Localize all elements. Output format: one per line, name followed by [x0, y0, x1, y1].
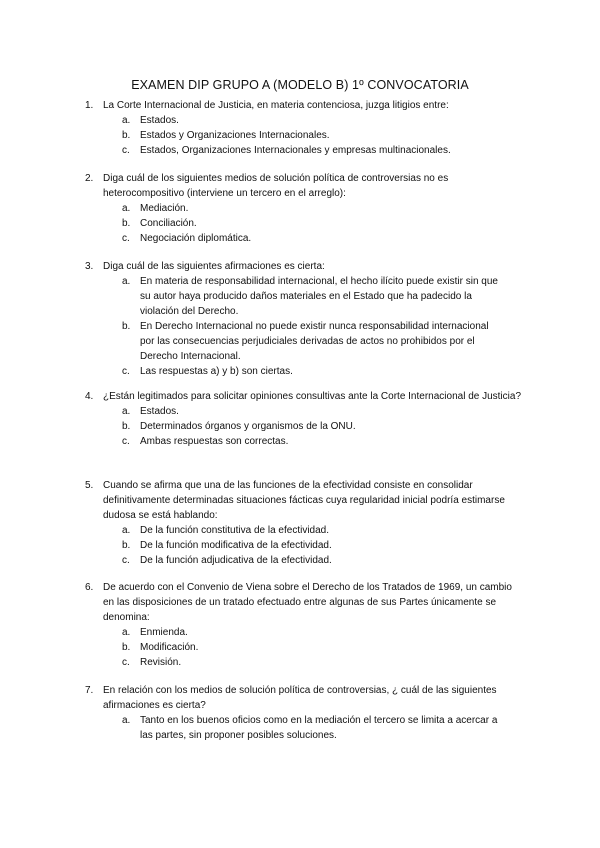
question-number: 1. [85, 100, 94, 111]
option-letter: c. [122, 657, 130, 668]
option-text: Estados y Organizaciones Internacionales. [140, 130, 330, 141]
option-c [103, 364, 498, 379]
option-c [103, 143, 498, 158]
option-text: Enmienda. [140, 627, 188, 638]
exam-title: EXAMEN DIP GRUPO A (MODELO B) 1º CONVOCATORIA [131, 78, 469, 92]
option-b [103, 216, 498, 231]
question-6 [85, 580, 523, 670]
option-a [103, 201, 498, 216]
option-letter: a. [122, 115, 131, 126]
option-a [103, 113, 498, 128]
option-text: De la función modificativa de la efectividad. [140, 540, 332, 551]
question-7 [85, 683, 523, 743]
option-letter: a. [122, 715, 131, 726]
option-text: En materia de responsabilidad internacional, el hecho ilícito puede existir sin que su autor haya producido daños materiales en el Estado que ha padecido la violación del Derecho. [140, 276, 498, 317]
option-text: Conciliación. [140, 218, 197, 229]
option-text: De la función constitutiva de la efectividad. [140, 525, 329, 536]
option-b [103, 419, 498, 434]
option-a [103, 404, 498, 419]
option-letter: b. [122, 321, 131, 332]
option-letter: c. [122, 233, 130, 244]
option-c [103, 655, 498, 670]
option-letter: a. [122, 406, 131, 417]
question-number: 5. [85, 480, 94, 491]
option-letter: b. [122, 218, 131, 229]
option-text: Determinados órganos y organismos de la ONU. [140, 421, 356, 432]
option-b [103, 319, 498, 364]
option-letter: c. [122, 145, 130, 156]
question-number: 3. [85, 261, 94, 272]
options-list [103, 523, 523, 568]
option-c [103, 553, 498, 568]
option-c [103, 231, 498, 246]
option-b [103, 128, 498, 143]
option-text: Revisión. [140, 657, 182, 668]
option-text: Estados, Organizaciones Internacionales y empresas multinacionales. [140, 145, 451, 156]
options-list [103, 625, 523, 670]
question-text: De acuerdo con el Convenio de Viena sobre el Derecho de los Tratados de 1969, un cambio en las disposiciones de un tratado efectuado entre algunas de sus Partes únicamente se denomina: [103, 582, 512, 623]
option-letter: c. [122, 366, 130, 377]
question-5 [85, 478, 523, 568]
options-list [103, 404, 523, 449]
option-a [103, 625, 498, 640]
option-letter: a. [122, 525, 131, 536]
option-text: Negociación diplomática. [140, 233, 252, 244]
question-text: En relación con los medios de solución política de controversias, ¿ cuál de las siguientes afirmaciones es cierta? [103, 685, 497, 711]
option-a [103, 713, 498, 743]
option-text: Mediación. [140, 203, 189, 214]
option-letter: a. [122, 627, 131, 638]
option-c [103, 434, 498, 449]
question-number: 2. [85, 173, 94, 184]
question-text: Cuando se afirma que una de las funciones de la efectividad consiste en consolidar definitivamente determinadas situaciones fácticas cuya regularidad inicial podría estimarse dudosa se está hablando: [103, 480, 505, 521]
option-text: Estados. [140, 406, 179, 417]
option-text: Las respuestas a) y b) son ciertas. [140, 366, 293, 377]
question-2 [85, 171, 523, 246]
option-text: De la función adjudicativa de la efectividad. [140, 555, 332, 566]
question-text: ¿Están legitimados para solicitar opiniones consultivas ante la Corte Internacional de Justicia? [103, 391, 522, 402]
question-3 [85, 259, 523, 379]
option-a [103, 274, 498, 319]
option-b [103, 538, 498, 553]
option-letter: b. [122, 421, 131, 432]
question-number: 6. [85, 582, 94, 593]
options-list [103, 713, 523, 743]
option-text: En Derecho Internacional no puede existir nunca responsabilidad internacional por las consecuencias perjudiciales derivadas de actos no prohibidos por el Derecho Internacional. [140, 321, 489, 362]
option-text: Modificación. [140, 642, 199, 653]
option-text: Estados. [140, 115, 179, 126]
option-letter: b. [122, 642, 131, 653]
question-1 [85, 98, 523, 158]
question-number: 7. [85, 685, 94, 696]
option-letter: b. [122, 540, 131, 551]
option-a [103, 523, 498, 538]
option-letter: c. [122, 436, 130, 447]
option-b [103, 640, 498, 655]
option-text: Ambas respuestas son correctas. [140, 436, 289, 447]
question-text: Diga cuál de los siguientes medios de solución política de controversias no es heterocompositivo (interviene un tercero en el arreglo): [103, 173, 449, 199]
option-letter: c. [122, 555, 130, 566]
options-list [103, 274, 523, 379]
option-letter: a. [122, 276, 131, 287]
option-letter: b. [122, 130, 131, 141]
options-list [103, 201, 523, 246]
question-4 [85, 389, 523, 449]
option-letter: a. [122, 203, 131, 214]
question-number: 4. [85, 391, 94, 402]
option-text: Tanto en los buenos oficios como en la mediación el tercero se limita a acercar a las partes, sin proponer posibles soluciones. [140, 715, 498, 741]
question-text: La Corte Internacional de Justicia, en materia contenciosa, juzga litigios entre: [103, 100, 449, 111]
question-text: Diga cuál de las siguientes afirmaciones es cierta: [103, 261, 325, 272]
options-list [103, 113, 523, 158]
